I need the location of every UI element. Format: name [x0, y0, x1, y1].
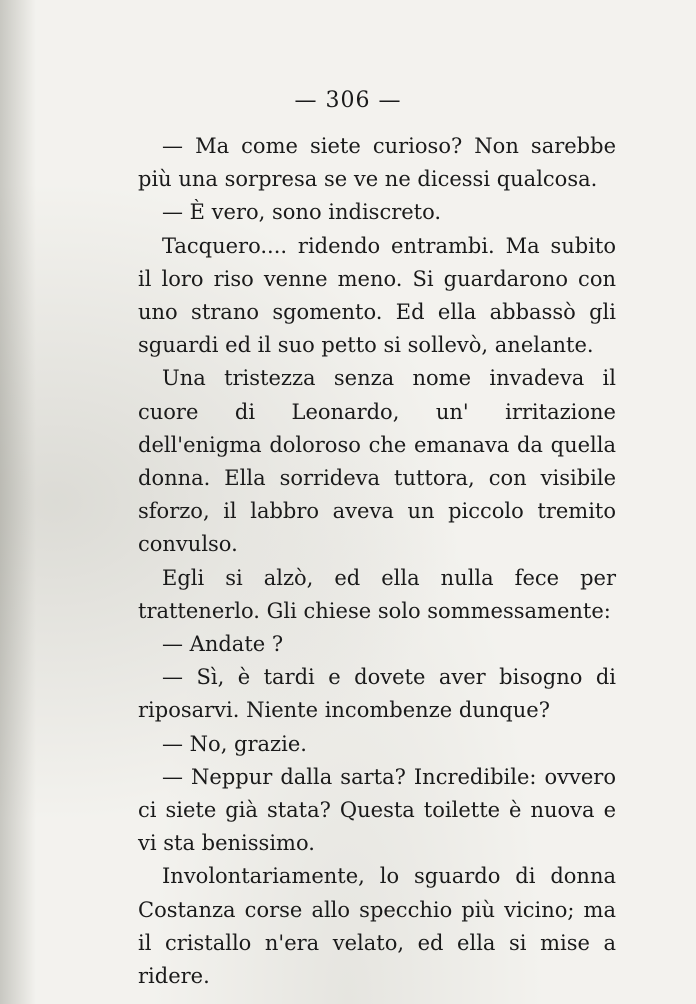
page-gutter-shadow: [0, 0, 36, 1004]
paragraph: — Sì, è tardi e dovete aver bisogno di riposarvi. Niente incombenze dunque?: [138, 665, 616, 723]
paragraph: — Ma come siete curioso? Non sarebbe più una sorpresa se ve ne dicessi qualcosa.: [138, 134, 616, 192]
paragraph: Involontariamente, lo sguardo di donna Costanza corse allo specchio più vicino; ma il cristallo n'era velato, ed ella si mise a ridere.: [138, 864, 616, 989]
paragraph: — È vero, sono indiscreto.: [162, 200, 442, 225]
paragraph: — No, grazie.: [162, 731, 307, 756]
paragraph: Egli si alzò, ed ella nulla fece per trattenerlo. Gli chiese solo sommessamente:: [138, 565, 616, 623]
paragraph: Una tristezza senza nome invadeva il cuore di Leonardo, un' irritazione dell'enigma doloroso che emanava da quella donna. Ella sorrideva tuttora, con visibile sforzo, il labbro aveva un piccolo tremito convulso.: [138, 366, 616, 557]
paragraph: Tacquero.... ridendo entrambi. Ma subito il loro riso venne meno. Si guardarono con uno strano sgomento. Ed ella abbassò gli sguardi ed il suo petto si sollevò, anelante.: [138, 233, 616, 358]
body-text: [138, 130, 616, 993]
paragraph: — Andate ?: [162, 632, 284, 657]
paragraph: — Neppur dalla sarta? Incredibile: ovvero ci siete già stata? Questa toilette è nuova e vi sta benissimo.: [138, 764, 616, 856]
page-number: — 306 —: [294, 88, 402, 113]
